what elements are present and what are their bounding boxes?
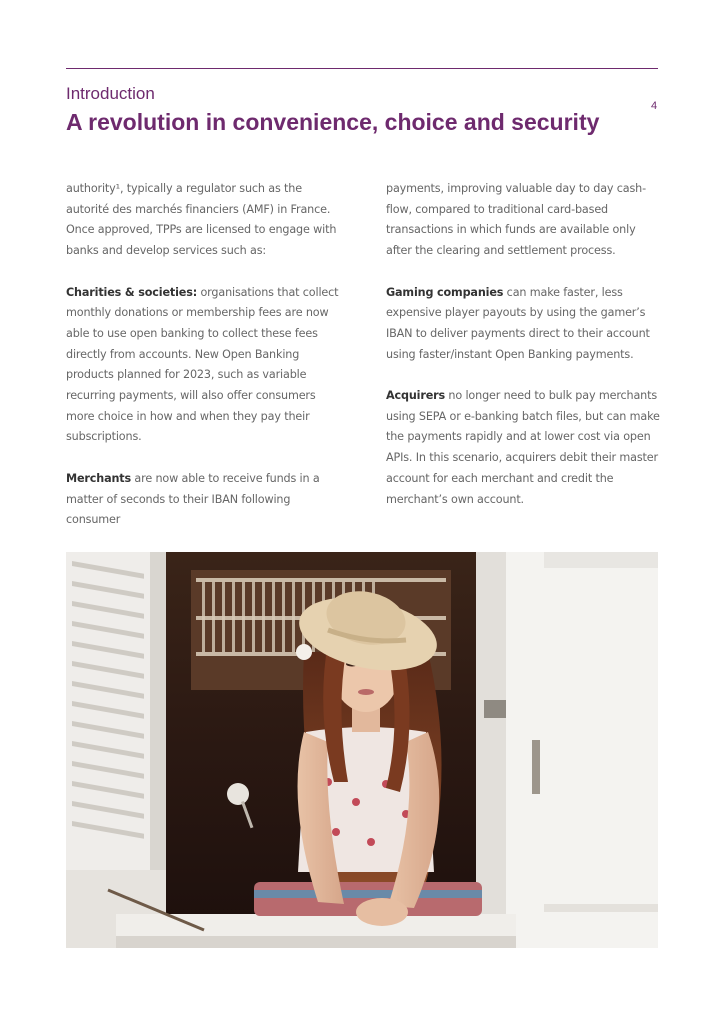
header-rule: [66, 68, 658, 69]
section-label: Introduction: [66, 84, 155, 103]
paragraph: [386, 283, 664, 366]
paragraph-text: no longer need to bulk pay merchants using SEPA or e-banking batch files, but can make the payments rapidly and at lower cost via open APIs. In this scenario, acquirers debit their master account for each merchant and credit the merchant’s own account.: [386, 389, 660, 506]
paragraph: [66, 469, 342, 531]
left-column: [66, 179, 342, 531]
page-number: 4: [651, 100, 658, 112]
window-photo: [66, 552, 658, 948]
paragraph-text: can make faster, less expensive player payouts by using the gamer’s IBAN to deliver payments direct to their account using faster/instant Open Banking payments.: [386, 285, 650, 361]
photo-illustration: [66, 552, 658, 948]
paragraph-text: authority¹, typically a regulator such as the autorité des marchés financiers (AMF) in France. Once approved, TPPs are licensed to engage with banks and develop services such as:: [66, 182, 337, 258]
paragraph: [66, 283, 342, 449]
paragraph-lead: Gaming companies: [386, 285, 504, 299]
paragraph: [66, 179, 342, 262]
paragraph-lead: Charities & societies:: [66, 285, 198, 299]
paragraph: [386, 386, 664, 510]
right-column: [386, 179, 664, 510]
page-title: A revolution in convenience, choice and security: [66, 109, 600, 135]
paragraph-lead: Merchants: [66, 471, 132, 485]
paragraph-lead: Acquirers: [386, 389, 446, 402]
paragraph-text: organisations that collect monthly donations or membership fees are now able to use open banking to collect these fees directly from accounts. New Open Banking products planned for 2023, such as variable recurring payments, will also offer consumers more choice in how and when they pay their subscriptions.: [66, 285, 339, 444]
paragraph: [386, 179, 664, 262]
paragraph-text: payments, improving valuable day to day cash-flow, compared to traditional card-based transactions in which funds are available only after the clearing and settlement process.: [386, 182, 647, 258]
paragraph-text: are now able to receive funds in a matter of seconds to their IBAN following consumer: [66, 471, 320, 527]
